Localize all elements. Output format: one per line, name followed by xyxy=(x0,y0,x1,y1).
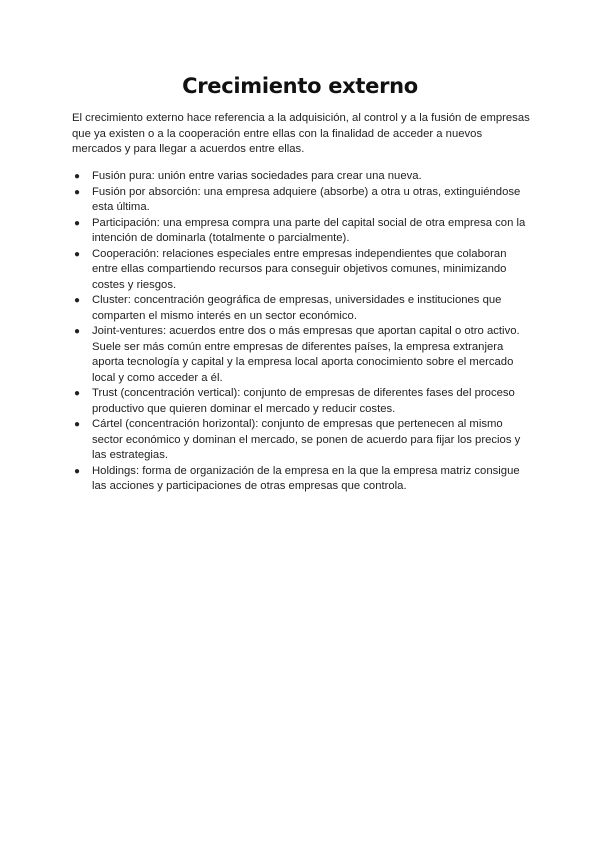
bullet-icon: ● xyxy=(74,419,81,430)
list-item-text: Fusión pura: unión entre varias sociedades para crear una nueva. xyxy=(92,170,422,182)
bullet-icon: ● xyxy=(74,186,81,198)
list-item-text: Joint-ventures: acuerdos entre dos o más empresas que aportan capital o otro activo. Suele ser más común entre empresas de diferentes países, la empresa extranjera aporta tecnología y capital y la empresa local aporta conocimiento sobre el mercado local y como acceder a él. xyxy=(92,325,520,384)
list-item xyxy=(72,293,532,324)
bullet-icon: ● xyxy=(74,217,81,229)
list-item-text: Holdings: forma de organización de la empresa en la que la empresa matriz consigue las acciones y participaciones de otras empresas que controla. xyxy=(92,464,520,492)
list-item xyxy=(72,417,532,464)
list-item-text: Fusión por absorción: una empresa adquiere (absorbe) a otra u otras, extinguiéndose esta última. xyxy=(92,185,521,213)
bullet-list xyxy=(72,169,532,495)
list-item xyxy=(72,386,532,417)
list-item xyxy=(72,169,532,185)
bullet-icon: ● xyxy=(74,295,81,306)
list-item-text: Trust (concentración vertical): conjunto de empresas de diferentes fases del proceso productivo que quieren dominar el mercado y reducir costes. xyxy=(92,387,515,415)
list-item xyxy=(72,185,532,216)
bullet-icon: ● xyxy=(74,171,81,182)
list-item-text: Cluster: concentración geográfica de empresas, universidades e instituciones que comparten el mismo interés en un sector económico. xyxy=(92,294,502,322)
bullet-icon: ● xyxy=(74,326,81,337)
bullet-icon: ● xyxy=(74,465,81,477)
intro-paragraph: El crecimiento externo hace referencia a la adquisición, al control y a la fusión de empresas que ya existen o a la cooperación entre ellas con la finalidad de acceder a nuevos mercados y para llegar a acuerdos entre ellas. xyxy=(72,112,530,155)
list-item-text: Participación: una empresa compra una parte del capital social de otra empresa con la intención de dominarla (totalmente o parcialmente). xyxy=(92,216,526,244)
bullet-icon: ● xyxy=(74,248,81,260)
list-item xyxy=(72,464,532,495)
list-item-text: Cártel (concentración horizontal): conjunto de empresas que pertenecen al mismo sector económico y dominan el mercado, se ponen de acuerdo para fijar los precios y las estrategias. xyxy=(92,418,521,461)
list-item xyxy=(72,247,532,294)
bullet-icon: ● xyxy=(74,388,81,399)
list-item xyxy=(72,324,532,386)
list-item xyxy=(72,216,532,247)
list-item-text: Cooperación: relaciones especiales entre empresas independientes que colaboran entre ellas compartiendo recursos para conseguir objetivos comunes, minimizando costes y riesgos. xyxy=(92,247,507,291)
document-title: Crecimiento externo xyxy=(182,74,418,98)
